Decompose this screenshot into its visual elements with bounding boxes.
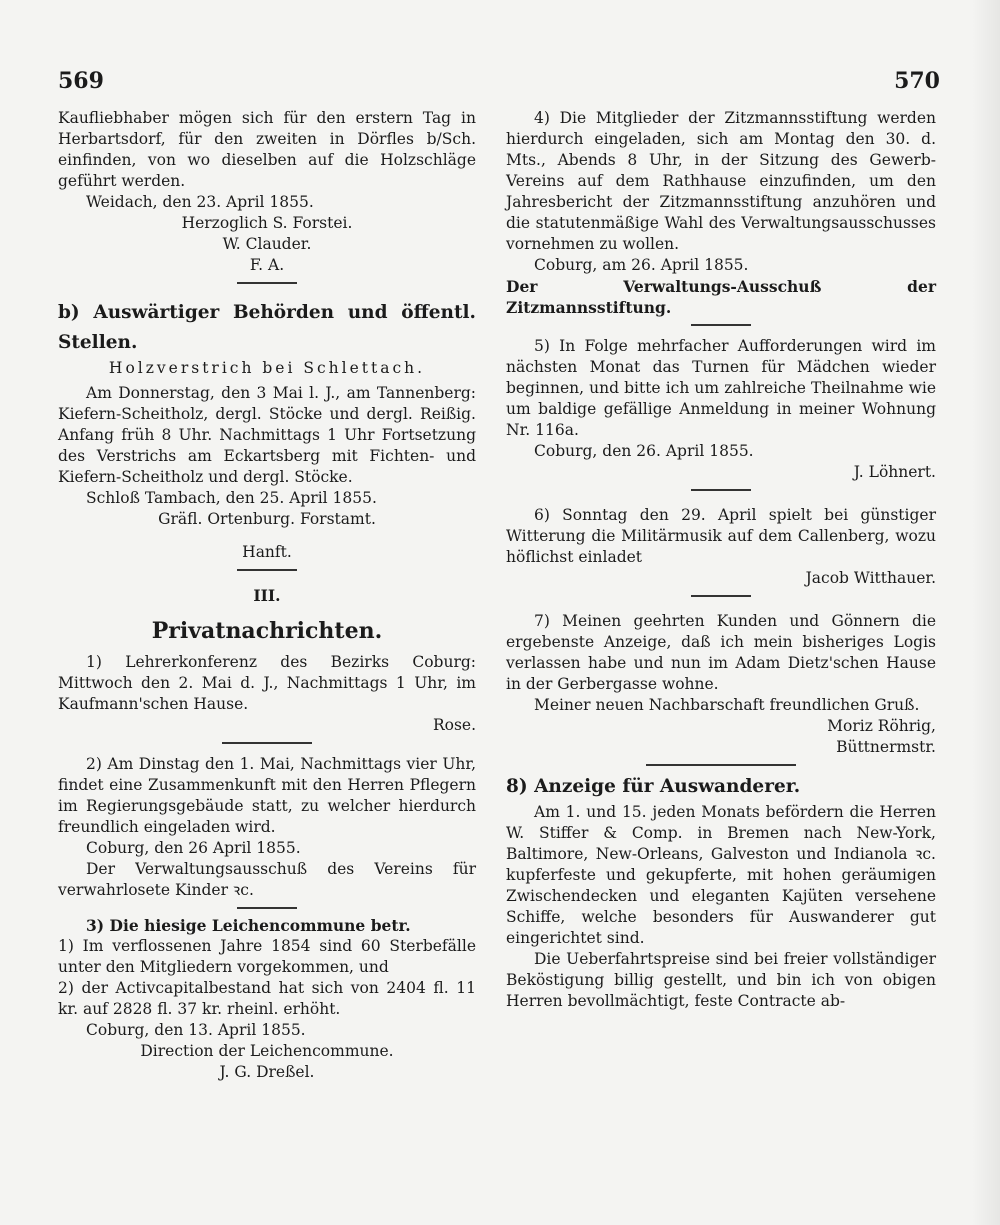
notice-signature: Moriz Röhrig,: [827, 717, 936, 735]
notice-signature: Büttnermstr.: [836, 738, 936, 756]
notice-title: Holzverstrich bei Schlettach.: [108, 359, 426, 377]
notice-text: 1) Lehrerkonferenz des Bezirks Coburg: Mittwoch den 2. Mai d. J., Nachmittags 1 Uhr, im Kaufmann'schen Hause.: [58, 653, 476, 713]
notice-text: Am Donnerstag, den 3 Mai l. J., am Tannenberg: Kiefern-Scheitholz, dergl. Stöcke und dergl. Reißig. Anfang früh 8 Uhr. Nachmittags 1 Uhr Fortsetzung des Verstrichs am Eckartsberg mit Fichten- und Kiefern-Scheitholz und dergl. Stöcke.: [58, 384, 476, 486]
page-number-right: 570: [894, 68, 940, 94]
notice-place-date: Coburg, den 13. April 1855.: [86, 1021, 306, 1039]
divider-rule: [237, 282, 297, 284]
notice-authority: Gräfl. Ortenburg. Forstamt.: [158, 510, 376, 528]
notice-signature: W. Clauder.: [222, 235, 312, 253]
notice-place-date: Coburg, den 26. April 1855.: [534, 442, 754, 460]
divider-rule: [691, 595, 751, 597]
notice-text: 2) Am Dinstag den 1. Mai, Nachmittags vier Uhr, findet eine Zusammenkunft mit den Herren Pflegern im Regierungsgebäude statt, zu welcher hierdurch freundlich eingeladen wird.: [58, 755, 476, 836]
notice-greeting: Meiner neuen Nachbarschaft freundlichen Gruß.: [534, 696, 920, 714]
notice-list-item: 1) Im verflossenen Jahre 1854 sind 60 Sterbefälle unter den Mitgliedern vorgekommen, und: [58, 937, 476, 976]
divider-rule: [646, 764, 796, 766]
notice-authority: Der Verwaltungs-Ausschuß der Zitzmannsstiftung.: [506, 277, 936, 317]
notice-place-date: Coburg, den 26 April 1855.: [86, 839, 301, 857]
notice-text: 4) Die Mitglieder der Zitzmannsstiftung werden hierdurch eingeladen, sich am Montag den 30. d. Mts., Abends 8 Uhr, in der Sitzung des Gewerb-Vereins auf dem Rathhause einzufinden, um den Jahresbericht der Zitzmannsstiftung anzuhören und die statutenmäßige Wahl des Verwaltungsausschusses vornehmen zu wollen.: [506, 109, 936, 253]
notice-signature: Rose.: [432, 716, 476, 734]
divider-rule: [237, 569, 297, 571]
notice-place-date: Schloß Tambach, den 25. April 1855.: [86, 489, 377, 507]
page-number-left: 569: [58, 68, 104, 94]
divider-rule: [237, 907, 297, 909]
notice-signature: Hanft.: [242, 543, 292, 561]
notice-title: 3) Die hiesige Leichencommune betr.: [86, 916, 411, 935]
notice-place-date: Weidach, den 23. April 1855.: [86, 193, 314, 211]
notice-signature: J. G. Dreßel.: [219, 1063, 315, 1081]
section-heading: b) Auswärtiger Behörden und öffentl. Stellen.: [58, 302, 476, 353]
notice-text: 7) Meinen geehrten Kunden und Gönnern die ergebenste Anzeige, daß ich mein bisheriges Logis verlassen habe und nun im Adam Dietz'schen Hause in der Gerbergasse wohne.: [506, 612, 936, 693]
notice-signature: Jacob Witthauer.: [805, 569, 936, 587]
divider-rule: [691, 489, 751, 491]
notice-authority: Der Verwaltungsausschuß des Vereins für verwahrlosete Kinder ꝛc.: [58, 860, 476, 899]
divider-rule: [691, 324, 751, 326]
notice-text: Kaufliebhaber mögen sich für den erstern Tag in Herbartsdorf, für den zweiten in Dörfles b/Sch. einfinden, von wo dieselben auf die Holzschläge geführt werden.: [58, 109, 476, 190]
section-title: Privatnachrichten.: [151, 618, 383, 644]
divider-rule: [222, 742, 312, 744]
scan-shadow-edge: [972, 0, 1000, 1225]
notice-signature: F. A.: [249, 256, 285, 274]
notice-title: 8) Anzeige für Auswanderer.: [506, 776, 801, 797]
notice-text: Am 1. und 15. jeden Monats befördern die Herren W. Stiffer & Comp. in Bremen nach New-York, Baltimore, New-Orleans, Galveston und Indianola ꝛc. kupferfeste und gekupferte, mit hohen geräumigen Zwischendecken und eleganten Kajüten versehene Schiffe, welche besonders für Auswanderer gut eingerichtet sind.: [506, 803, 936, 947]
notice-list-item: 2) der Activcapitalbestand hat sich von 2404 fl. 11 kr. auf 2828 fl. 37 kr. rheinl. erhöht.: [58, 979, 476, 1018]
notice-place-date: Coburg, am 26. April 1855.: [534, 256, 749, 274]
left-column: [58, 108, 476, 1083]
notice-authority: Herzoglich S. Forstei.: [181, 214, 353, 232]
notice-text: 5) In Folge mehrfacher Aufforderungen wird im nächsten Monat das Turnen für Mädchen wieder beginnen, und bitte ich um zahlreiche Theilnahme wie um baldige gefällige Anmeldung in meiner Wohnung Nr. 116a.: [506, 337, 936, 439]
section-number: III.: [253, 586, 281, 605]
notice-text: Die Ueberfahrtspreise sind bei freier vollständiger Beköstigung billig gestellt, und bin ich von obigen Herren bevollmächtigt, feste Contracte ab-: [506, 950, 936, 1010]
notice-signature: J. Löhnert.: [853, 463, 936, 481]
notice-authority: Direction der Leichencommune.: [140, 1042, 394, 1060]
right-column: [506, 108, 936, 1012]
notice-text: 6) Sonntag den 29. April spielt bei günstiger Witterung die Militärmusik auf dem Callenberg, wozu höflichst einladet: [506, 506, 936, 566]
